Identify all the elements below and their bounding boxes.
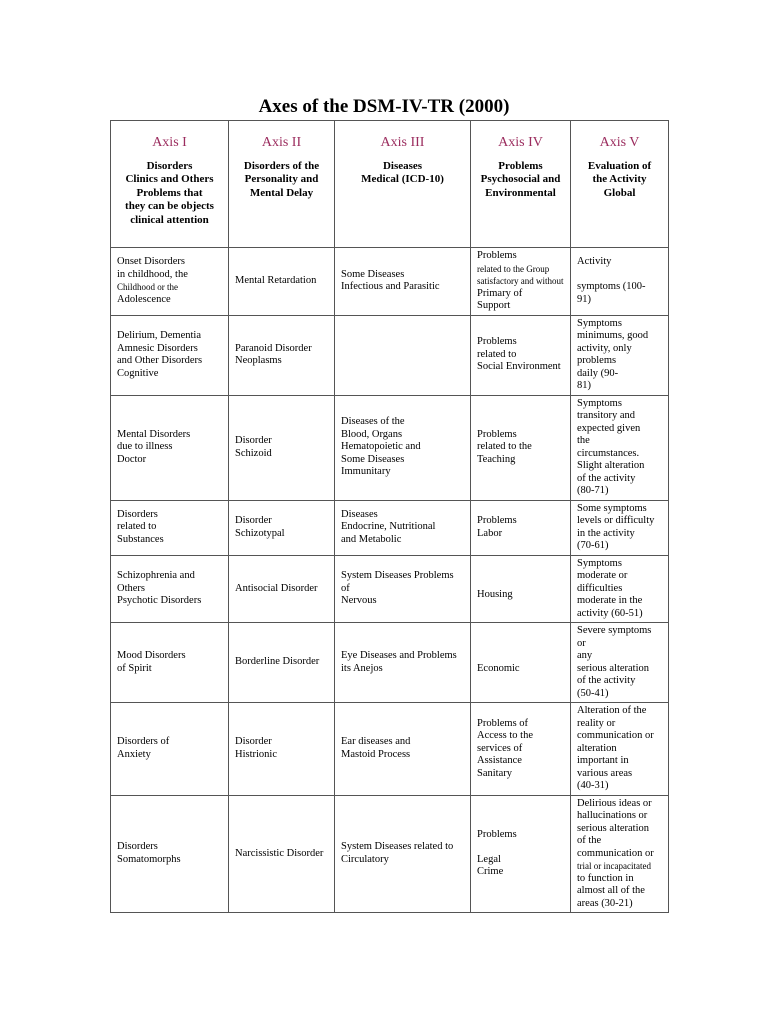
cell-line: Nervous: [341, 595, 377, 606]
axis-description-line: Evaluation of: [587, 159, 652, 172]
cell-line: hallucinations or: [577, 810, 648, 821]
cell-line: Sanitary: [477, 767, 512, 779]
axis-description-line: Psychosocial and: [480, 173, 561, 185]
cell-line: Activity: [577, 256, 612, 268]
cell-line: Problems: [477, 336, 517, 348]
cell-line: Severe symptoms or: [577, 625, 652, 649]
cell-line: minimums, good: [577, 330, 649, 341]
table-cell: [335, 315, 471, 395]
table-cell: [111, 248, 229, 316]
axis-description-line: Global: [603, 186, 636, 199]
cell-line: Disorder: [235, 515, 272, 526]
cell-line: Primary of: [477, 287, 523, 299]
table-cell: [229, 500, 335, 555]
cell-line: various areas: [577, 767, 633, 779]
cell-line: Mood Disorders: [117, 650, 186, 661]
cell-line: Psychotic Disorders: [117, 595, 202, 606]
cell-line: System Diseases Problems of: [341, 570, 454, 594]
table-cell: [571, 315, 669, 395]
cell-line: reality or: [577, 717, 616, 729]
axis-name: Axis II: [261, 135, 302, 150]
cell-line: Ear diseases and: [341, 736, 411, 748]
cell-line: the: [577, 435, 590, 446]
cell-line: Hematopoietic and: [341, 441, 421, 453]
axis-description-line: Disorders: [146, 159, 193, 172]
cell-line: problems: [577, 355, 617, 366]
cell-line: Anxiety: [117, 748, 151, 760]
cell-line: Social Environment: [477, 361, 561, 373]
axis-description-line: clinical attention: [130, 213, 209, 226]
cell-line: Legal: [477, 853, 501, 865]
axis-description-line: the Activity: [592, 173, 647, 185]
table-cell: [111, 315, 229, 395]
table-cell: [111, 795, 229, 913]
axes-table: [110, 120, 669, 913]
cell-line: in the activity: [577, 527, 635, 539]
table-cell: [471, 795, 571, 913]
cell-line: related to: [477, 348, 517, 360]
cell-line: [341, 349, 464, 362]
cell-line: Symptoms: [577, 397, 622, 409]
header-cell: [571, 121, 669, 248]
cell-line: Borderline Disorder: [235, 656, 320, 668]
cell-line: Delirious ideas or: [577, 797, 652, 809]
cell-line: expected given: [577, 422, 641, 434]
cell-line: and Metabolic: [341, 533, 402, 545]
table-cell: [571, 555, 669, 623]
cell-line: 91): [577, 293, 591, 305]
cell-line: Assistance: [477, 755, 522, 766]
cell-line: moderate or: [577, 570, 628, 581]
table-row: [111, 315, 669, 395]
cell-line: Teaching: [477, 453, 516, 465]
cell-line: serious alteration: [577, 662, 650, 674]
cell-line: Disorders: [117, 841, 158, 853]
cell-line: communication or: [577, 730, 654, 741]
cell-line: to function in: [577, 872, 634, 884]
axis-name: Axis IV: [498, 135, 543, 150]
table-cell: [571, 395, 669, 500]
cell-line: related to: [117, 521, 157, 533]
table-cell: [571, 795, 669, 913]
cell-line: Labor: [477, 527, 503, 539]
cell-line: [477, 841, 564, 854]
cell-line: Eye Diseases and Problems: [341, 650, 457, 661]
table-cell: [335, 795, 471, 913]
cell-line: Symptoms: [577, 557, 622, 569]
cell-line: almost all of the: [577, 885, 645, 896]
cell-line: related to the: [477, 441, 532, 453]
axis-description-line: they can be objects: [125, 200, 214, 212]
cell-line: of the: [577, 835, 602, 846]
cell-line: [477, 576, 564, 589]
cell-line: of the activity: [577, 675, 636, 686]
cell-line: Infectious and Parasitic: [341, 281, 440, 293]
cell-line: activity, only: [577, 342, 632, 354]
axis-name: Axis III: [380, 135, 425, 150]
table-cell: [471, 555, 571, 623]
cell-line: Problems: [477, 828, 517, 840]
cell-line: Onset Disorders: [117, 256, 185, 268]
axis-description-line: Medical (ICD-10): [361, 173, 444, 185]
cell-line: Some Diseases: [341, 453, 405, 465]
cell-line: Economic: [477, 662, 520, 674]
cell-line: serious alteration: [577, 822, 650, 834]
cell-line: (70-61): [577, 540, 609, 551]
table-cell: [229, 315, 335, 395]
table-row: [111, 623, 669, 703]
cell-line: Cognitive: [117, 367, 159, 379]
cell-line: Support: [477, 300, 511, 311]
cell-line: Somatomorphs: [117, 853, 181, 865]
table-cell: [335, 703, 471, 796]
cell-line: Slight alteration: [577, 460, 645, 471]
table-cell: [335, 555, 471, 623]
table-cell: [335, 500, 471, 555]
cell-line: trial or incapacitated: [577, 861, 651, 871]
cell-line: important in: [577, 755, 629, 766]
cell-line: any: [577, 650, 593, 661]
cell-line: difficulties: [577, 582, 623, 594]
table-row: [111, 248, 669, 316]
cell-line: Circulatory: [341, 853, 389, 865]
cell-line: levels or difficulty: [577, 515, 655, 526]
axis-name: Axis I: [152, 135, 187, 150]
cell-line: Alteration of the: [577, 705, 647, 716]
table-cell: [335, 623, 471, 703]
cell-line: Schizotypal: [235, 527, 285, 539]
cell-line: Disorder: [235, 435, 272, 446]
table-row: [111, 395, 669, 500]
table-cell: [111, 395, 229, 500]
table-cell: [571, 500, 669, 555]
cell-line: Disorders of: [117, 736, 170, 748]
cell-line: System Diseases related to: [341, 841, 454, 853]
cell-line: Some Diseases: [341, 268, 405, 280]
table-cell: [229, 703, 335, 796]
table-cell: [111, 703, 229, 796]
cell-line: moderate in the: [577, 595, 643, 606]
cell-line: alteration: [577, 742, 617, 754]
cell-line: and Other Disorders: [117, 355, 203, 366]
cell-line: symptoms (100-: [577, 281, 646, 293]
table-row: [111, 795, 669, 913]
table-cell: [111, 623, 229, 703]
cell-line: Some symptoms: [577, 502, 647, 514]
table-cell: [571, 248, 669, 316]
table-cell: [471, 395, 571, 500]
table-cell: [571, 703, 669, 796]
cell-line: Diseases: [341, 508, 378, 520]
cell-line: Housing: [477, 588, 513, 600]
table-cell: [229, 395, 335, 500]
cell-line: Adolescence: [117, 293, 171, 305]
cell-line: (40-31): [577, 780, 609, 791]
cell-line: Problems of: [477, 717, 529, 729]
cell-line: Histrionic: [235, 748, 277, 760]
cell-line: daily (90-: [577, 367, 619, 379]
cell-line: Mental Retardation: [235, 275, 317, 286]
cell-line: Disorders: [117, 508, 158, 520]
table-cell: [229, 248, 335, 316]
table-cell: [471, 248, 571, 316]
table-row: [111, 500, 669, 555]
cell-line: 81): [577, 380, 591, 391]
cell-line: areas (30-21): [577, 897, 633, 909]
cell-line: due to illness: [117, 441, 173, 453]
cell-line: of the activity: [577, 472, 636, 484]
cell-line: in childhood, the: [117, 268, 188, 280]
cell-line: transitory and: [577, 410, 636, 421]
cell-line: Immunitary: [341, 466, 391, 478]
cell-line: Schizoid: [235, 447, 272, 459]
cell-line: Antisocial Disorder: [235, 582, 318, 594]
cell-line: (50-41): [577, 687, 609, 699]
cell-line: Diseases of the: [341, 416, 405, 428]
cell-line: Mastoid Process: [341, 748, 411, 760]
cell-line: circumstances.: [577, 447, 640, 459]
axis-description-line: Clinics and Others: [125, 173, 214, 185]
table-cell: [229, 795, 335, 913]
cell-line: Amnesic Disorders: [117, 342, 198, 354]
cell-line: Access to the: [477, 730, 533, 741]
table-cell: [571, 623, 669, 703]
cell-line: services of: [477, 742, 523, 754]
cell-line: Doctor: [117, 453, 147, 465]
cell-line: (80-71): [577, 485, 609, 496]
cell-line: Symptoms: [577, 317, 622, 329]
cell-line: Narcissistic Disorder: [235, 847, 324, 859]
cell-line: Childhood or the: [117, 282, 178, 293]
axis-description-line: Mental Delay: [249, 186, 314, 199]
table-cell: [335, 248, 471, 316]
cell-line: Problems: [477, 250, 517, 261]
cell-line: Paranoid Disorder Neoplasms: [235, 342, 312, 366]
cell-line: of Spirit: [117, 662, 152, 674]
table-cell: [229, 623, 335, 703]
cell-line: Schizophrenia and Others: [117, 570, 195, 594]
table-cell: [471, 315, 571, 395]
cell-line: [577, 269, 662, 282]
cell-line: Endocrine, Nutritional: [341, 521, 436, 533]
cell-line: its Anejos: [341, 662, 383, 674]
axis-name: Axis V: [599, 135, 640, 150]
cell-line: Crime: [477, 866, 504, 878]
table-cell: [471, 500, 571, 555]
cell-line: Disorder: [235, 736, 272, 748]
cell-line: activity (60-51): [577, 607, 643, 619]
cell-line: related to the Group satisfactory and without: [477, 263, 564, 286]
table-cell: [111, 500, 229, 555]
table-cell: [335, 395, 471, 500]
table-cell: [111, 555, 229, 623]
cell-line: Mental Disorders: [117, 428, 191, 440]
table-row: [111, 555, 669, 623]
axis-description-line: Disorders of the: [243, 159, 320, 172]
table-row: [111, 703, 669, 796]
cell-line: Problems: [477, 515, 517, 526]
table-cell: [229, 555, 335, 623]
header-cell: [471, 121, 571, 248]
cell-line: Blood, Organs: [341, 428, 403, 440]
axis-description-line: Problems: [498, 159, 543, 172]
header-row: [111, 121, 669, 248]
header-cell: [229, 121, 335, 248]
axis-description-line: Problems that: [136, 186, 203, 199]
cell-line: Substances: [117, 533, 164, 545]
table-cell: [471, 623, 571, 703]
document-title: Axes of the DSM-IV-TR (2000): [258, 96, 510, 117]
cell-line: Delirium, Dementia: [117, 330, 201, 341]
cell-line: Problems: [477, 428, 517, 440]
cell-line: [477, 650, 564, 663]
axis-description-line: Environmental: [485, 186, 556, 199]
header-cell: [335, 121, 471, 248]
header-cell: [111, 121, 229, 248]
axis-description-line: Diseases: [382, 159, 423, 172]
axis-description-line: Personality and: [244, 173, 319, 185]
cell-line: communication or: [577, 847, 654, 859]
table-cell: [471, 703, 571, 796]
